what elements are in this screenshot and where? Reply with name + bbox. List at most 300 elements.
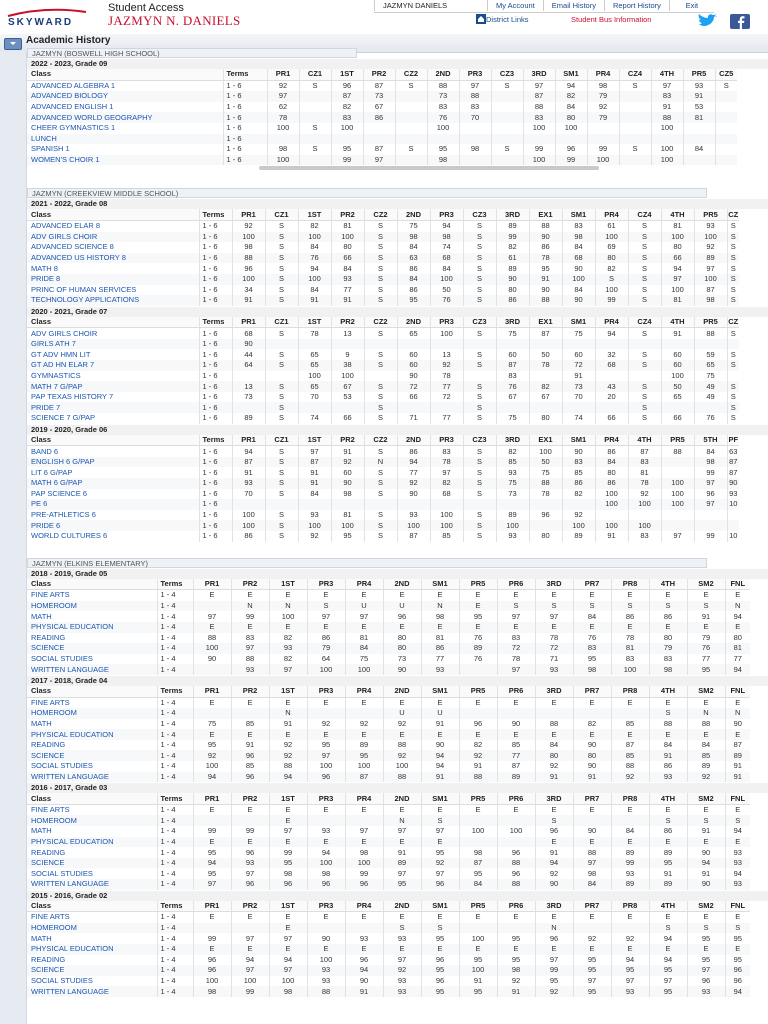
grade-cell[interactable]: E xyxy=(421,697,459,708)
grade-cell[interactable]: 96 xyxy=(331,80,363,91)
grade-cell[interactable]: E xyxy=(459,697,497,708)
class-name-link[interactable]: MATH xyxy=(27,719,157,730)
grade-cell[interactable]: 78 xyxy=(535,633,573,644)
grade-cell[interactable]: 75 xyxy=(496,413,529,424)
grade-cell[interactable]: 87 xyxy=(496,360,529,371)
nav-my-account[interactable]: My Account xyxy=(487,0,543,11)
grade-cell[interactable]: 85 xyxy=(231,761,269,772)
grade-cell[interactable]: 90 xyxy=(573,740,611,751)
grade-cell[interactable]: 81 xyxy=(661,220,694,231)
column-header[interactable]: PR2 xyxy=(231,579,269,590)
grade-cell[interactable]: 97 xyxy=(269,933,307,944)
grade-cell[interactable]: E xyxy=(535,944,573,955)
grade-cell[interactable]: 83 xyxy=(628,531,661,542)
grade-cell[interactable]: N xyxy=(364,457,397,468)
grade-cell[interactable]: E xyxy=(231,804,269,815)
grade-cell[interactable]: E xyxy=(231,622,269,633)
grade-cell[interactable]: S xyxy=(727,413,739,424)
column-header[interactable]: 1ST xyxy=(269,901,307,912)
class-name-link[interactable]: HOMEROOM xyxy=(27,815,157,826)
grade-cell[interactable]: S xyxy=(463,274,496,285)
grade-cell[interactable]: E xyxy=(383,912,421,923)
grade-cell[interactable]: 76 xyxy=(496,381,529,392)
column-header[interactable]: PR1 xyxy=(232,209,265,220)
grade-cell[interactable]: 90 xyxy=(345,976,383,987)
grade-cell[interactable]: 82 xyxy=(562,489,595,500)
grade-cell[interactable]: 100 xyxy=(331,123,363,134)
grade-cell[interactable]: 87 xyxy=(331,91,363,102)
district-links[interactable]: District Links xyxy=(486,15,529,24)
grade-cell[interactable]: 91 xyxy=(725,772,750,783)
grade-cell[interactable]: E xyxy=(307,944,345,955)
grade-cell[interactable]: 97 xyxy=(661,531,694,542)
grade-cell[interactable]: U xyxy=(383,708,421,719)
grade-cell[interactable]: 100 xyxy=(345,664,383,675)
column-header[interactable]: PR4 xyxy=(595,435,628,446)
column-header[interactable]: 1ST xyxy=(298,435,331,446)
grade-cell[interactable]: 65 xyxy=(298,381,331,392)
grade-cell[interactable]: 60 xyxy=(397,360,430,371)
grade-cell[interactable]: 90 xyxy=(529,232,562,243)
grade-cell[interactable]: S xyxy=(421,923,459,934)
grade-cell[interactable]: E xyxy=(687,912,725,923)
grade-cell[interactable]: 100 xyxy=(193,643,231,654)
column-header[interactable]: PR5 xyxy=(459,793,497,804)
grade-cell[interactable]: E xyxy=(307,622,345,633)
grade-cell[interactable]: 100 xyxy=(694,274,727,285)
twitter-icon[interactable] xyxy=(698,14,718,29)
grade-cell[interactable]: 90 xyxy=(232,339,265,350)
grade-cell[interactable]: S xyxy=(307,601,345,612)
column-header[interactable]: 1ST xyxy=(269,686,307,697)
grade-cell[interactable]: 97 xyxy=(694,263,727,274)
column-header[interactable]: PR4 xyxy=(345,901,383,912)
column-header[interactable]: CZ3 xyxy=(463,317,496,328)
grade-cell[interactable]: 84 xyxy=(573,611,611,622)
grade-cell[interactable]: 60 xyxy=(397,349,430,360)
grade-cell[interactable]: 99 xyxy=(331,155,363,166)
grade-cell[interactable]: 88 xyxy=(611,761,649,772)
grade-cell[interactable]: 84 xyxy=(683,144,715,155)
grade-cell[interactable]: 93 xyxy=(727,489,739,500)
grade-cell[interactable]: 92 xyxy=(269,750,307,761)
grade-cell[interactable]: 92 xyxy=(383,965,421,976)
grade-cell[interactable]: S xyxy=(727,349,739,360)
grade-cell[interactable]: E xyxy=(383,590,421,601)
grade-cell[interactable]: S xyxy=(463,402,496,413)
grade-cell[interactable]: 68 xyxy=(430,489,463,500)
grade-cell[interactable]: 99 xyxy=(595,295,628,306)
grade-cell[interactable]: 92 xyxy=(535,761,573,772)
grade-cell[interactable]: E xyxy=(269,944,307,955)
grade-cell[interactable]: 97 xyxy=(573,976,611,987)
grade-cell[interactable]: N xyxy=(231,601,269,612)
grade-cell[interactable]: E xyxy=(725,729,750,740)
column-header[interactable]: Terms xyxy=(157,686,193,697)
grade-cell[interactable]: S xyxy=(463,467,496,478)
grade-cell[interactable]: 97 xyxy=(307,611,345,622)
column-header[interactable]: 2ND xyxy=(427,69,459,80)
column-header[interactable]: SM2 xyxy=(687,901,725,912)
grade-cell[interactable]: S xyxy=(265,446,298,457)
grade-cell[interactable]: 73 xyxy=(496,489,529,500)
grade-cell[interactable]: 95 xyxy=(459,868,497,879)
column-header[interactable]: 3RD xyxy=(535,793,573,804)
grade-cell[interactable]: 92 xyxy=(687,772,725,783)
grade-cell[interactable]: 94 xyxy=(687,858,725,869)
grade-cell[interactable]: 100 xyxy=(555,123,587,134)
grade-cell[interactable]: 79 xyxy=(587,112,619,123)
grade-cell[interactable]: 91 xyxy=(459,761,497,772)
grade-cell[interactable]: 84 xyxy=(595,457,628,468)
grade-cell[interactable]: 83 xyxy=(231,633,269,644)
grade-cell[interactable]: 80 xyxy=(529,531,562,542)
column-header[interactable]: 2ND xyxy=(383,686,421,697)
grade-cell[interactable]: 87 xyxy=(611,740,649,751)
grade-cell[interactable]: 72 xyxy=(397,381,430,392)
grade-cell[interactable]: E xyxy=(573,590,611,601)
grade-cell[interactable]: 95 xyxy=(383,879,421,890)
grade-cell[interactable]: 75 xyxy=(694,371,727,382)
grade-cell[interactable]: 100 xyxy=(651,123,683,134)
grade-cell[interactable]: 88 xyxy=(427,80,459,91)
grade-cell[interactable]: 98 xyxy=(587,80,619,91)
grade-cell[interactable]: 80 xyxy=(383,643,421,654)
grade-cell[interactable]: 71 xyxy=(397,413,430,424)
grade-cell[interactable]: E xyxy=(459,622,497,633)
grade-cell[interactable]: 82 xyxy=(496,446,529,457)
grade-cell[interactable]: 100 xyxy=(331,232,364,243)
grade-cell[interactable]: 98 xyxy=(694,295,727,306)
grade-cell[interactable]: 67 xyxy=(529,392,562,403)
facebook-icon[interactable] xyxy=(730,14,750,29)
grade-cell[interactable]: 92 xyxy=(269,740,307,751)
grade-cell[interactable]: U xyxy=(421,708,459,719)
grade-cell[interactable]: 91 xyxy=(529,274,562,285)
grade-cell[interactable]: E xyxy=(725,622,750,633)
grade-cell[interactable]: 13 xyxy=(232,381,265,392)
grade-cell[interactable]: 96 xyxy=(421,976,459,987)
grade-cell[interactable]: E xyxy=(231,697,269,708)
column-header[interactable]: Class xyxy=(27,901,157,912)
grade-cell[interactable]: 89 xyxy=(497,772,535,783)
grade-cell[interactable]: 89 xyxy=(496,510,529,521)
grade-cell[interactable]: 95 xyxy=(421,933,459,944)
grade-cell[interactable]: S xyxy=(364,349,397,360)
grade-cell[interactable]: E xyxy=(231,590,269,601)
column-header[interactable]: CZ4 xyxy=(628,209,661,220)
grade-cell[interactable]: E xyxy=(269,837,307,848)
grade-cell[interactable]: 100 xyxy=(232,510,265,521)
grade-cell[interactable]: 13 xyxy=(331,328,364,339)
grade-cell[interactable]: 71 xyxy=(535,654,573,665)
grade-cell[interactable]: 92 xyxy=(383,750,421,761)
grade-cell[interactable]: 95 xyxy=(573,654,611,665)
grade-cell[interactable]: 76 xyxy=(694,413,727,424)
grade-cell[interactable]: 99 xyxy=(231,826,269,837)
grade-cell[interactable]: S xyxy=(628,392,661,403)
grade-cell[interactable]: 100 xyxy=(307,664,345,675)
grade-cell[interactable]: 85 xyxy=(231,719,269,730)
grade-cell[interactable]: 84 xyxy=(331,263,364,274)
grade-cell[interactable]: 75 xyxy=(529,467,562,478)
grade-cell[interactable]: 94 xyxy=(725,611,750,622)
grade-cell[interactable]: 100 xyxy=(383,761,421,772)
column-header[interactable]: PR3 xyxy=(430,317,463,328)
grade-cell[interactable]: 100 xyxy=(430,520,463,531)
grade-cell[interactable]: 79 xyxy=(587,91,619,102)
grade-cell[interactable]: 98 xyxy=(345,847,383,858)
class-name-link[interactable]: PAP TEXAS HISTORY 7 xyxy=(27,392,199,403)
grade-cell[interactable]: 74 xyxy=(562,413,595,424)
nav-email-history[interactable]: Email History xyxy=(543,0,604,11)
grade-cell[interactable]: E xyxy=(307,912,345,923)
column-header[interactable]: PR2 xyxy=(331,209,364,220)
grade-cell[interactable]: 100 xyxy=(298,371,331,382)
nav-exit[interactable]: Exit xyxy=(669,0,714,11)
grade-cell[interactable]: S xyxy=(727,402,739,413)
class-name-link[interactable]: FINE ARTS xyxy=(27,804,157,815)
column-header[interactable]: FNL xyxy=(725,793,750,804)
class-name-link[interactable]: SOCIAL STUDIES xyxy=(27,976,157,987)
grade-cell[interactable]: 88 xyxy=(687,719,725,730)
grade-cell[interactable]: 97 xyxy=(231,868,269,879)
class-name-link[interactable]: WRITTEN LANGUAGE xyxy=(27,772,157,783)
grade-cell[interactable]: 93 xyxy=(694,220,727,231)
grade-cell[interactable]: 80 xyxy=(725,633,750,644)
grade-cell[interactable]: N xyxy=(725,601,750,612)
grade-cell[interactable]: E xyxy=(725,944,750,955)
grade-cell[interactable]: E xyxy=(649,912,687,923)
class-name-link[interactable]: ADV GIRLS CHOIR xyxy=(27,232,199,243)
grade-cell[interactable]: 100 xyxy=(331,520,364,531)
grade-cell[interactable]: E xyxy=(269,815,307,826)
grade-cell[interactable]: S xyxy=(463,520,496,531)
grade-cell[interactable]: S xyxy=(265,392,298,403)
grade-cell[interactable]: S xyxy=(364,253,397,264)
grade-cell[interactable]: 91 xyxy=(535,847,573,858)
column-header[interactable]: PR5 xyxy=(694,317,727,328)
grade-cell[interactable]: 63 xyxy=(397,253,430,264)
grade-cell[interactable]: S xyxy=(364,285,397,296)
grade-cell[interactable]: 95 xyxy=(345,750,383,761)
grade-cell[interactable]: S xyxy=(649,923,687,934)
column-header[interactable]: PF xyxy=(728,434,739,444)
grade-cell[interactable]: 83 xyxy=(497,633,535,644)
grade-cell[interactable]: 96 xyxy=(231,879,269,890)
grade-cell[interactable]: 100 xyxy=(430,328,463,339)
class-name-link[interactable]: SOCIAL STUDIES xyxy=(27,654,157,665)
grade-cell[interactable]: 89 xyxy=(496,220,529,231)
column-header[interactable]: SM1 xyxy=(562,317,595,328)
grade-cell[interactable]: S xyxy=(421,815,459,826)
column-header[interactable]: CZ3 xyxy=(463,435,496,446)
grade-cell[interactable]: E xyxy=(269,729,307,740)
grade-cell[interactable]: 80 xyxy=(535,750,573,761)
grade-cell[interactable]: 95 xyxy=(331,144,363,155)
grade-cell[interactable]: 97 xyxy=(687,965,725,976)
column-header[interactable]: Terms xyxy=(199,209,232,220)
class-name-link[interactable]: PRE-ATHLETICS 6 xyxy=(27,510,199,521)
grade-cell[interactable]: 70 xyxy=(298,392,331,403)
grade-cell[interactable]: S xyxy=(727,328,739,339)
grade-cell[interactable]: 65 xyxy=(397,328,430,339)
column-header[interactable]: CZ4 xyxy=(619,69,651,80)
grade-cell[interactable]: 96 xyxy=(725,965,750,976)
grade-cell[interactable]: 90 xyxy=(193,654,231,665)
column-header[interactable]: Terms xyxy=(157,579,193,590)
grade-cell[interactable]: S xyxy=(463,457,496,468)
grade-cell[interactable]: S xyxy=(727,220,739,231)
grade-cell[interactable]: S xyxy=(364,381,397,392)
grade-cell[interactable]: 82 xyxy=(331,102,363,113)
grade-cell[interactable]: 88 xyxy=(529,220,562,231)
grade-cell[interactable]: S xyxy=(463,413,496,424)
grade-cell[interactable]: S xyxy=(265,457,298,468)
grade-cell[interactable]: 94 xyxy=(649,955,687,966)
grade-cell[interactable]: E xyxy=(687,590,725,601)
grade-cell[interactable]: 83 xyxy=(611,654,649,665)
grade-cell[interactable]: 83 xyxy=(562,457,595,468)
grade-cell[interactable]: S xyxy=(463,392,496,403)
grade-cell[interactable]: S xyxy=(463,360,496,371)
grade-cell[interactable]: 84 xyxy=(430,263,463,274)
column-header[interactable]: CZ3 xyxy=(491,69,523,80)
grade-cell[interactable]: 96 xyxy=(269,879,307,890)
grade-cell[interactable]: 99 xyxy=(231,611,269,622)
grade-cell[interactable]: 97 xyxy=(694,499,727,510)
grade-cell[interactable]: 80 xyxy=(555,112,587,123)
grade-cell[interactable]: S xyxy=(265,520,298,531)
grade-cell[interactable]: E xyxy=(573,804,611,815)
grade-cell[interactable]: 100 xyxy=(267,155,299,166)
grade-cell[interactable]: 76 xyxy=(573,633,611,644)
grade-cell[interactable]: 78 xyxy=(430,457,463,468)
grade-cell[interactable]: 96 xyxy=(497,868,535,879)
grade-cell[interactable]: 100 xyxy=(298,274,331,285)
grade-cell[interactable]: 93 xyxy=(383,976,421,987)
grade-cell[interactable]: S xyxy=(727,232,739,243)
grade-cell[interactable]: S xyxy=(463,242,496,253)
grade-cell[interactable]: 95 xyxy=(725,933,750,944)
column-header[interactable]: 3RD xyxy=(535,579,573,590)
grade-cell[interactable]: 60 xyxy=(331,467,364,478)
grade-cell[interactable]: 72 xyxy=(535,643,573,654)
grade-cell[interactable]: 65 xyxy=(298,349,331,360)
class-name-link[interactable]: MATH xyxy=(27,933,157,944)
grade-cell[interactable]: E xyxy=(649,944,687,955)
grade-cell[interactable]: 100 xyxy=(661,499,694,510)
grade-cell[interactable]: 92 xyxy=(459,750,497,761)
column-header[interactable]: PR1 xyxy=(193,793,231,804)
grade-cell[interactable]: 94 xyxy=(232,446,265,457)
grade-cell[interactable]: 94 xyxy=(725,826,750,837)
grade-cell[interactable]: 75 xyxy=(345,654,383,665)
grade-cell[interactable]: E xyxy=(307,804,345,815)
grade-cell[interactable]: 72 xyxy=(497,643,535,654)
grade-cell[interactable]: 88 xyxy=(307,986,345,997)
grade-cell[interactable]: 62 xyxy=(267,102,299,113)
grade-cell[interactable]: 93 xyxy=(725,879,750,890)
column-header[interactable]: 2ND xyxy=(397,209,430,220)
grade-cell[interactable]: E xyxy=(687,622,725,633)
grade-cell[interactable]: E xyxy=(573,944,611,955)
column-header[interactable]: PR1 xyxy=(193,686,231,697)
grade-cell[interactable]: 96 xyxy=(535,933,573,944)
grade-cell[interactable]: S xyxy=(725,815,750,826)
grade-cell[interactable]: 95 xyxy=(573,986,611,997)
grade-cell[interactable]: E xyxy=(383,697,421,708)
grade-cell[interactable]: E xyxy=(383,804,421,815)
grade-cell[interactable]: 91 xyxy=(421,772,459,783)
grade-cell[interactable]: 86 xyxy=(397,446,430,457)
grade-cell[interactable]: 79 xyxy=(687,633,725,644)
grade-cell[interactable]: 99 xyxy=(555,155,587,166)
class-name-link[interactable]: SCIENCE xyxy=(27,643,157,654)
grade-cell[interactable]: 90 xyxy=(497,719,535,730)
grade-cell[interactable]: S xyxy=(727,274,739,285)
grade-cell[interactable]: 78 xyxy=(611,633,649,644)
grade-cell[interactable]: 83 xyxy=(496,371,529,382)
grade-cell[interactable]: E xyxy=(687,697,725,708)
class-name-link[interactable]: WRITTEN LANGUAGE xyxy=(27,879,157,890)
grade-cell[interactable]: S xyxy=(535,601,573,612)
column-header[interactable]: PR4 xyxy=(345,579,383,590)
grade-cell[interactable]: S xyxy=(628,328,661,339)
grade-cell[interactable]: E xyxy=(725,590,750,601)
grade-cell[interactable]: 95 xyxy=(331,531,364,542)
grade-cell[interactable]: 77 xyxy=(430,413,463,424)
grade-cell[interactable]: 91 xyxy=(383,847,421,858)
grade-cell[interactable]: S xyxy=(628,253,661,264)
class-name-link[interactable]: WORLD CULTURES 6 xyxy=(27,531,199,542)
grade-cell[interactable]: 93 xyxy=(611,868,649,879)
grade-cell[interactable]: 95 xyxy=(193,847,231,858)
grade-cell[interactable]: 96 xyxy=(193,955,231,966)
grade-cell[interactable]: 86 xyxy=(397,285,430,296)
grade-cell[interactable]: S xyxy=(463,381,496,392)
grade-cell[interactable]: 90 xyxy=(727,478,739,489)
class-name-link[interactable]: FINE ARTS xyxy=(27,590,157,601)
grade-cell[interactable]: 92 xyxy=(611,772,649,783)
grade-cell[interactable]: E xyxy=(497,729,535,740)
grade-cell[interactable]: 88 xyxy=(535,719,573,730)
grade-cell[interactable]: 80 xyxy=(649,633,687,644)
grade-cell[interactable]: 100 xyxy=(459,965,497,976)
grade-cell[interactable]: 100 xyxy=(269,976,307,987)
grade-cell[interactable]: 97 xyxy=(269,826,307,837)
grade-cell[interactable]: 75 xyxy=(562,328,595,339)
grade-cell[interactable]: S xyxy=(364,467,397,478)
column-header[interactable]: CZ xyxy=(728,209,739,219)
grade-cell[interactable]: 88 xyxy=(529,295,562,306)
column-header[interactable]: 3RD xyxy=(535,901,573,912)
column-header[interactable]: SM1 xyxy=(555,69,587,80)
class-name-link[interactable]: MATH 6 G/PAP xyxy=(27,478,199,489)
grade-cell[interactable]: 76 xyxy=(427,112,459,123)
grade-cell[interactable]: 67 xyxy=(331,381,364,392)
grade-cell[interactable]: 77 xyxy=(421,654,459,665)
column-header[interactable]: PR7 xyxy=(573,686,611,697)
grade-cell[interactable]: E xyxy=(611,729,649,740)
grade-cell[interactable]: 82 xyxy=(573,719,611,730)
grade-cell[interactable]: 84 xyxy=(397,274,430,285)
grade-cell[interactable]: 86 xyxy=(421,643,459,654)
grade-cell[interactable]: 93 xyxy=(725,847,750,858)
grade-cell[interactable]: E xyxy=(269,912,307,923)
grade-cell[interactable]: 83 xyxy=(649,654,687,665)
grade-cell[interactable]: 77 xyxy=(430,381,463,392)
